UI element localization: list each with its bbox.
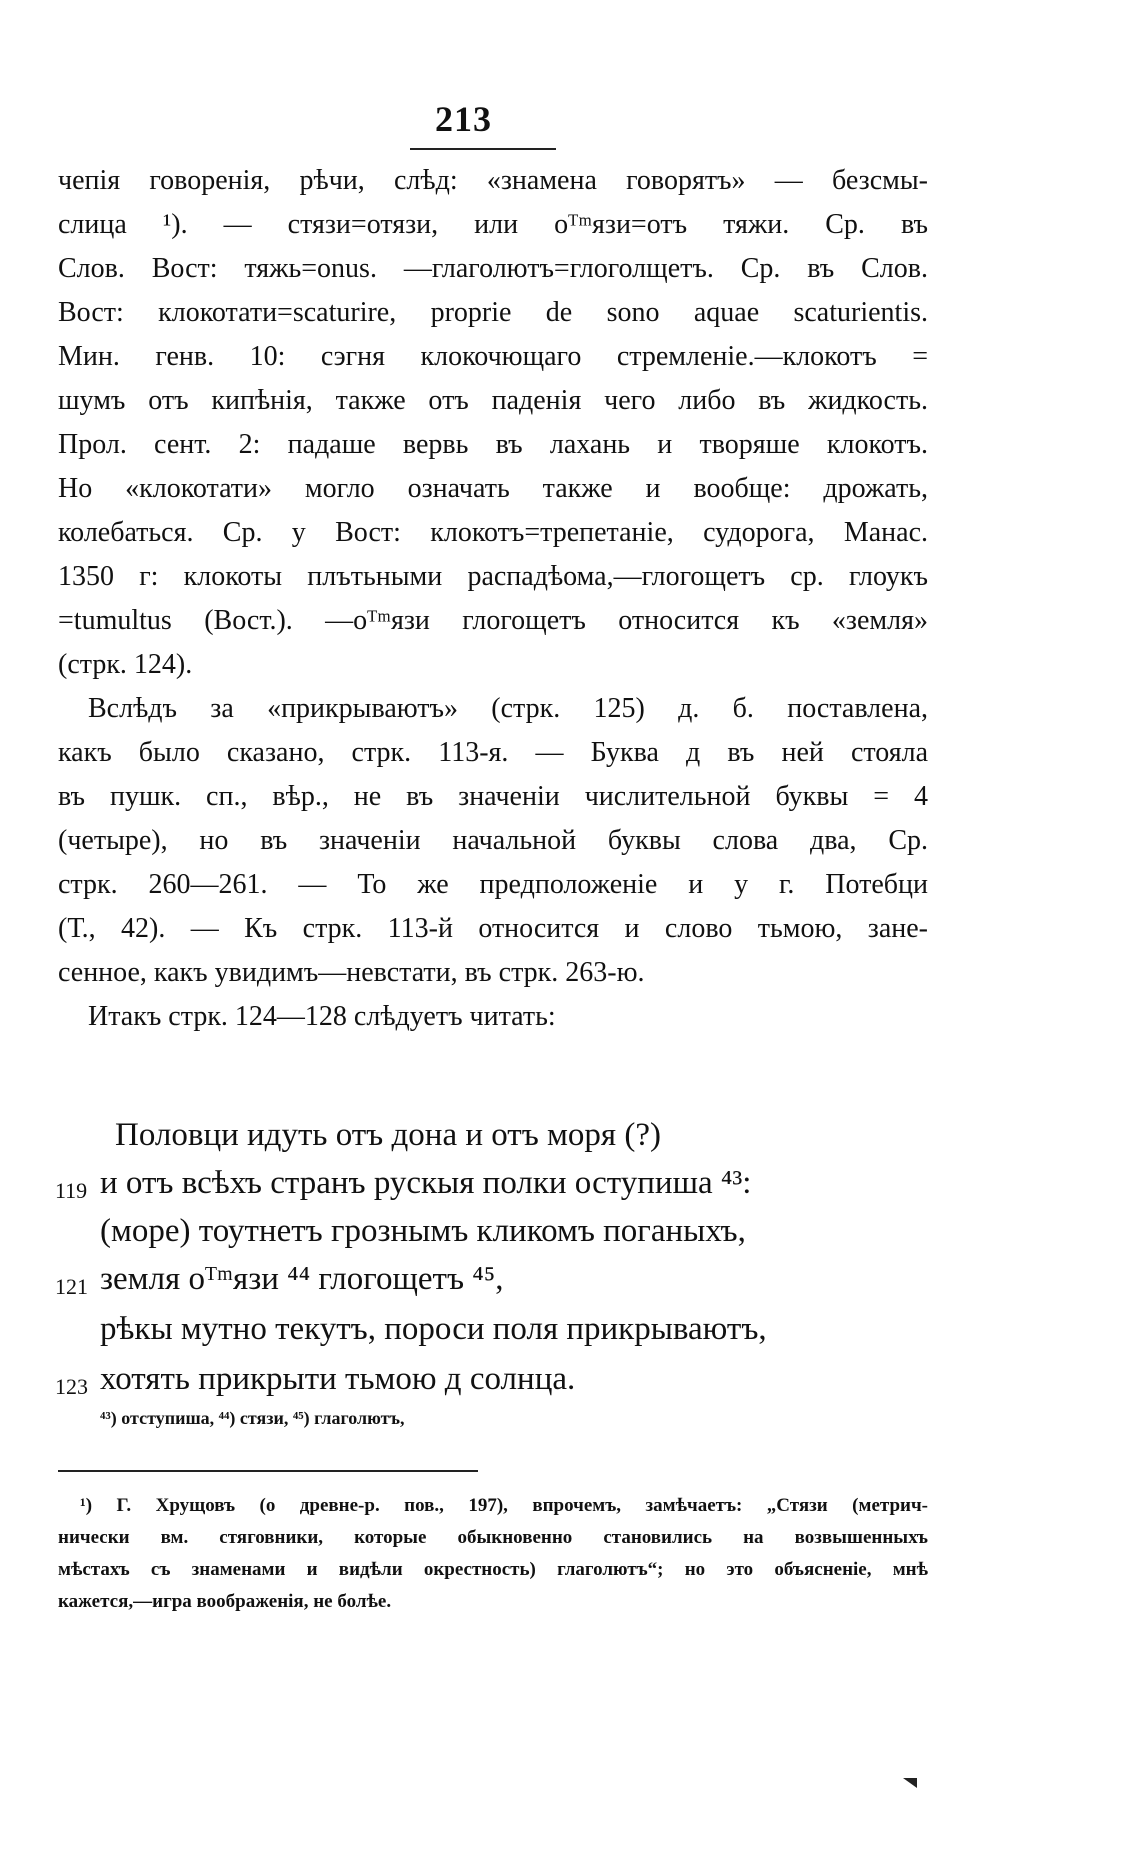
line-number: 119 [55,1178,88,1203]
text-line: стрк. 260—261. — То же предположеніе и у г. Потебци [58,869,928,900]
text-line: какъ было сказано, стрк. 113-я. — Буква д въ ней стояла [58,737,928,768]
line-number: 123 [55,1374,88,1399]
text-line: =tumultus (Вост.). —оᵀᵐязи глогощетъ относится къ «земля» [58,605,928,636]
text-line: сенное, какъ увидимъ—невстати, въ стрк. 263-ю. [58,957,645,988]
header-rule [410,148,556,150]
text-line: (стрк. 124). [58,649,193,680]
line-number: 121 [55,1274,88,1299]
text-line: шумъ отъ кипѣнія, также отъ паденія чего либо въ жидкость. [58,385,928,416]
text-line: чепія говоренія, рѣчи, слѣд: «знамена говорятъ» — безсмы- [58,165,928,196]
poem-text: хотять прикрыти тьмою д солнца. [100,1361,576,1397]
text-line: Итакъ стрк. 124—128 слѣдуетъ читать: [88,1001,556,1032]
page-number: 213 [435,99,492,139]
text-line: Слов. Вост: тяжь=onus. —глаголютъ=глоголщетъ. Ср. въ Слов. [58,253,928,284]
text-line: Мин. генв. 10: сэгня клокочющаго стремленіе.—клокотъ = [58,341,928,372]
text-line: Вслѣдъ за «прикрываютъ» (стрк. 125) д. б. поставлена, [88,693,928,724]
footnote-line: мѣстахъ съ знаменами и видѣли окрестность) глаголютъ“; но это объясненіе, мнѣ [58,1559,928,1580]
text-line: (Т., 42). — Къ стрк. 113-й относится и слово тьмою, зане- [58,913,928,944]
poem-text: рѣкы мутно текутъ, пороси поля прикрываютъ, [100,1311,767,1347]
poem-text: и отъ всѣхъ странъ рускыя полки оступиша ⁴³: [100,1165,752,1201]
footnote-line: нически вм. стяговники, которые обыкновенно становились на возвышенныхъ [58,1527,928,1548]
text-line: (четыре), но въ значеніи начальной буквы слова два, Ср. [58,825,928,856]
text-line: слица ¹). — стязи=отязи, или оᵀᵐязи=отъ тяжи. Ср. въ [58,209,928,240]
text-line: колебаться. Ср. у Вост: клокотъ=трепетаніе, судорога, Манас. [58,517,928,548]
text-line: Вост: клокотати=scaturire, proprie de sono aquae scaturientis. [58,297,928,328]
text-line: въ пушк. сп., вѣр., не въ значеніи числительной буквы = 4 [58,781,928,812]
footnote-line: ¹) Г. Хрущовъ (о древне-р. пов., 197), впрочемъ, замѣчаетъ: „Стязи (метрич- [80,1495,928,1516]
text-line: 1350 г: клокоты плътьными распадѣома,—глогощетъ ср. глоукъ [58,561,928,592]
footnote-rule [58,1470,478,1472]
poem-text: земля оᵀᵐязи ⁴⁴ глогощетъ ⁴⁵, [100,1261,504,1297]
text-line: Прол. сент. 2: падаше вервь въ лахань и творяше клокотъ. [58,429,928,460]
variant-readings: ⁴³) отступиша, ⁴⁴) стязи, ⁴⁵) глаголютъ, [100,1408,405,1428]
footnote-line: кажется,—игра воображенія, не болѣе. [58,1591,392,1612]
signature-mark-icon [903,1778,917,1788]
poem-text: Половци идуть отъ дона и отъ моря (?) [115,1117,661,1153]
text-line: Но «клокотати» могло означать также и вообще: дрожать, [58,473,928,504]
poem-text: (море) тоутнетъ грознымъ кликомъ поганыхъ, [100,1213,746,1249]
